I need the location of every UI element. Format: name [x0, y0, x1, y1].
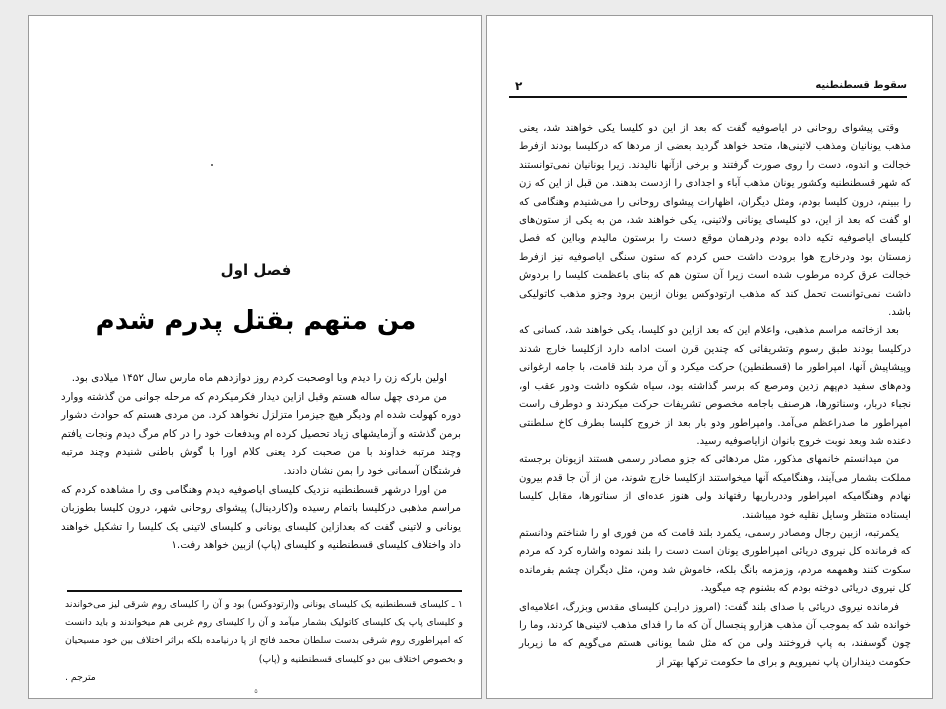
paragraph: وقتی پیشوای روحانی در ایاصوفیه گفت که بعد از این دو کلیسا یکی خواهند شد، یعنی مذهب یونانیان ومذهب لاتینی‌ها، متحد خواهد گردید بعضی از مردها که درکلیسا بودند ازفرط خجالت و اندوه، دست را روی صورت گرفتند و برخی ازآنها نالیدند. زیرا یونانیان نمی‌توانستند که شهر قسطنطنیه وکشور یونان مذهب آباء و اجدادی را ازدست بدهند. من قبل از این که زن را ببینم، درون کلیسا بودم، ومثل دیگران، اظهارات پیشوای روحانی را می‌شنیدم وهنگامی که او گفت که بعد از این، دو کلیسای یونانی ولاتینی، یکی خواهند شد، من به یکی از ستون‌های کلیسای ایاصوفیه تکیه داده بودم ودرهمان موقع دست را برستون مالیدم وبااین که فصل زمستان بود ودرخارج هوا برودت داشت حس کردم که ستون سنگی ایاصوفیه نیز ازفرط خجالت عرق کرده مرطوب شده است زیرا آن ستون هم که بنای باعظمت کلیسا را بردوش داشت نمی‌توانست تحمل کند که مذهب ارتودوکس یونان ازبین برود وجزو مذهب کاتولیکی باشد. — [519, 123, 911, 319]
paragraph: من میدانستم خانمهای مذکور، مثل مردهائی که جزو مصادر رسمی هستند ازیونان برجسته مملکت بشمار می‌آیند، وهنگامیکه آنها میخواستند ازکلیسا خارج شوند، من از آن جا قدم بیرون نهادم وهنگامیکه امپراطور وددرباریها رفتهاند ولی هنوز عده‌ای از سناتورها، مقابل کلیسا ایستاده منتظر وسایل نقلیه خود میباشند. — [519, 454, 911, 521]
page-speck — [211, 164, 213, 166]
paragraph: فرمانده نیروی دریائی با صدای بلند گفت: (امروز درایـن کلیسای مقدس وبزرگ، اعلامیه‌ای خوانده شد که بموجب آن مذهب هزارو پنجسال آن که ما را فدای مذهب لاتینی‌ها کردند، وما را چون گوسفند، به پاپ فروختند ولی من که مثل شما یونانی هستم می‌گویم که ما زیربار حکومت دینداران پاپ نمیرویم و برای ما حکومت ترکها بهتر از — [519, 601, 911, 668]
chapter-label: فصل اول — [220, 261, 292, 279]
running-title: سقوط قسطنطنیه — [815, 80, 907, 91]
running-header — [509, 80, 907, 98]
right-page — [486, 15, 933, 699]
header-page-number: ۲ — [515, 79, 523, 93]
left-page-number: ۵ — [254, 688, 258, 695]
footnotes — [65, 596, 463, 687]
right-body-text — [519, 120, 911, 672]
left-body-text — [61, 369, 461, 555]
paragraph: اولین بارکه زن را دیدم وبا اوصحبت کردم روز دوازدهم ماه مارس سال ۱۴۵۲ میلادی بود. — [71, 372, 447, 384]
paragraph: من مردی چهل ساله هستم وقبل ازاین دیدار فکرمیکردم که مرحله جوانی من گذشته ووارد دوره کهولت شده ام ودیگر هیچ جیزمرا متزلزل نخواهد کرد. من مردی هستم که حوادث دشوار برمن گذشته و آزمایشهای زیاد تحصیل کرده ام وبدفعات خود را در کام مرگ دیدم ونجات یافتم وچند مرتبه خداوند با من صحبت کرد یعنی کلام اورا با گوش باطنی شنیدم وچند مرتبه فرشتگان آسمانی خود را بمن نشان دادند. — [61, 390, 461, 477]
footnote: ۱ ـ کلیسای قسطنطنیه یک کلیسای یونانی و(ارتودوکس) بود و آن را کلیسای روم شرقی لیز می‌خواندند و کلیسای پاپ یک کلیسای کاتولیک بشمار میآمد و آن را کلیسای روم غربی هم میخواندند و باید دانست که امپراطوری روم شرقی بدست سلطان محمد فاتح از پا درنیامده بلکه براثر اختلاف بین خود مسیحیان و بخصوص اختلاف بین دو کلیسای قسطنطنیه و (پاپ) — [65, 599, 463, 665]
translator-note: مترجم . — [65, 671, 96, 683]
chapter-title: من متهم بقتل پدرم شدم — [95, 306, 417, 336]
paragraph: یکمرتبه، ازبین رجال ومصادر رسمی، یکمرد بلند قامت که من فوری او را شناختم ودانستم که فرمانده کل نیروی دریائی امپراطوری یونان است دست را بلند نموده واشاره کرد که مردم سکوت کنند وهمهمه مردم، وزمزمه بانگ بلکه، خاموش شد ومن، مثل دیگران چشم بفرمانده کل نیروی دریائی دوخته بودم که بشنوم چه میگوید. — [519, 527, 911, 595]
footnote-divider — [67, 590, 462, 592]
paragraph: بعد ازخاتمه مراسم مذهبی، واعلام این که بعد ازاین دو کلیسا، یکی خواهند شد، کسانی که درکلیسا بودند طبق رسوم وتشریفاتی که چندین قرن است ادامه دارد ازکلیسا خارج شدند وپیشاپیش آنها، امپراطور ما (قسطنطین) حرکت میکرد و آن مرد بلند قامت، با جامه ارغوانی ودم‌های سفید دم‌پهم زدین ومرصع که برسر گذاشته بود، سیاه شکوه داشت ودور عقب او، نجباء دربار، وسناتورها، هرصنف باجامه مخصوص تشریفات حرکت میکردند و دوطرف راست امپراطور ما صدراعظم می‌آمد. وامپراطور ودو بار بعد از خروج کلیسا بطرف کاخ سلطنتی دعنده شد وبعد نوبت خروج بانوان ازایاصوفیه رسید. — [519, 325, 911, 447]
paragraph: من اورا درشهر قسطنطنیه نزدیک کلیسای ایاصوفیه دیدم وهنگامی وی را مشاهده کردم که مراسم مذهبی درکلیسا باتمام رسیده و(کاردینال) پیشوای روحانی شهر، درون کلیسا بطوزبان یونانی و لاتینی گفت که بعدازاین کلیسای یونانی و کلیسای لاتینی یک کلیسا را تشکیل خواهند داد واختلاف کلیسای قسطنطنیه و کلیسای (پاپ) ازبین خواهد رفت.۱ — [61, 483, 461, 552]
left-page — [28, 15, 482, 699]
